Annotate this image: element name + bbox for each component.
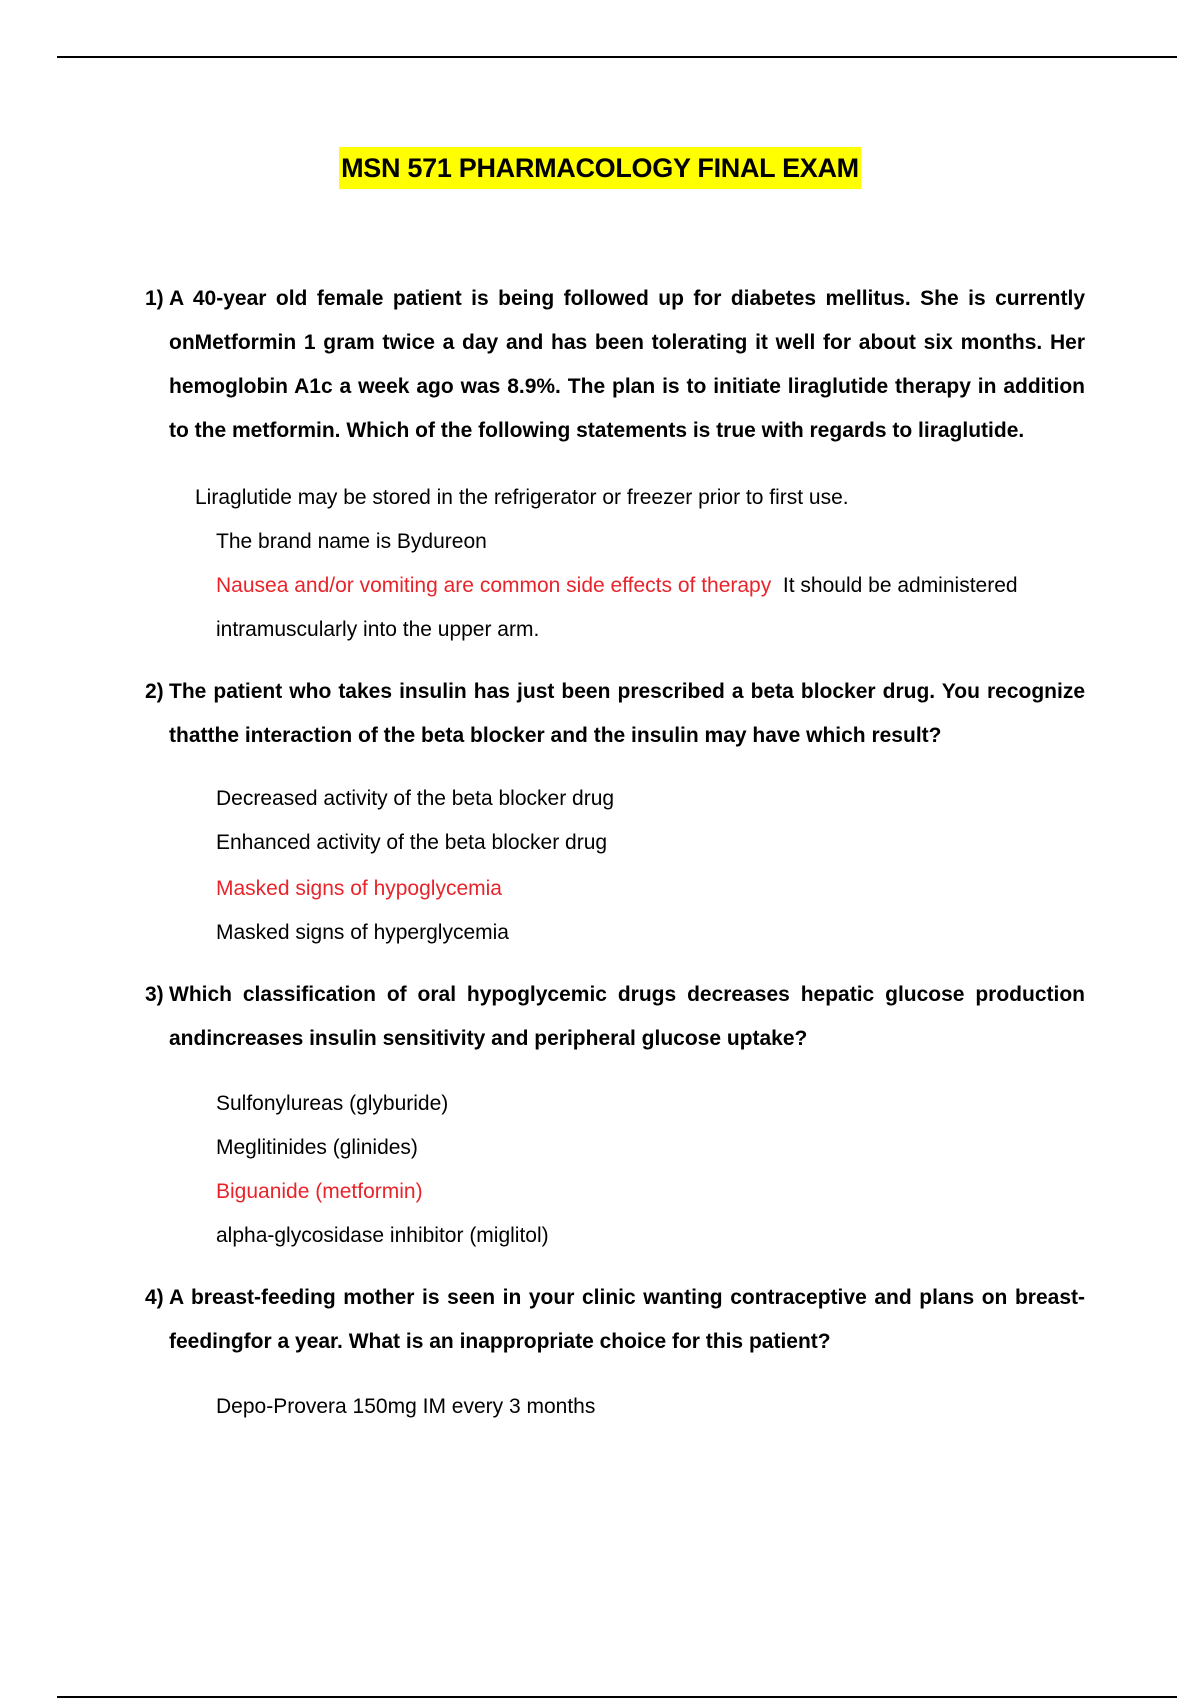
answer-option: alpha-glycosidase inhibitor (miglitol) — [216, 1224, 549, 1247]
question-number: 4) — [145, 1286, 164, 1309]
question-number: 3) — [145, 983, 164, 1006]
header-rule — [57, 56, 1177, 58]
answer-option: Masked signs of hyperglycemia — [216, 921, 509, 944]
answer-option: Meglitinides (glinides) — [216, 1136, 418, 1159]
answer-option: Depo-Provera 150mg IM every 3 months — [216, 1395, 596, 1418]
answer-option-correct: Biguanide (metformin) — [216, 1180, 423, 1203]
answer-option: Decreased activity of the beta blocker drug — [216, 787, 615, 810]
question-text: Which classification of oral hypoglycemic drugs decreases hepatic glucose production andincreases insulin sensitivity and peripheral glucose uptake? — [169, 983, 1085, 1050]
answer-option: Liraglutide may be stored in the refrigerator or freezer prior to first use. — [195, 486, 849, 509]
question-text: The patient who takes insulin has just been prescribed a beta blocker drug. You recognize thatthe interaction of the beta blocker and the insulin may have which result? — [169, 680, 1085, 747]
answer-option: It should be administered intramuscularly into the upper arm. — [216, 574, 1018, 641]
footer-rule — [57, 1696, 1177, 1698]
answer-option: Enhanced activity of the beta blocker drug — [216, 831, 608, 854]
document-title: MSN 571 PHARMACOLOGY FINAL EXAM — [339, 147, 861, 189]
question-text: A 40-year old female patient is being followed up for diabetes mellitus. She is currently onMetformin 1 gram twice a day and has been tolerating it well for about six months. Her hemoglobin A1c a week ago was 8.9%. The plan is to initiate liraglutide therapy in addition to the metformin. Which of the following statements is true with regards to liraglutide. — [169, 287, 1085, 442]
question-4 — [145, 1276, 1085, 1364]
question-1 — [145, 277, 1085, 453]
title-container — [0, 147, 1200, 189]
question-3 — [145, 973, 1085, 1061]
question-2 — [145, 670, 1085, 758]
question-text: A breast-feeding mother is seen in your clinic wanting contraceptive and plans on breast-feedingfor a year. What is an inappropriate choice for this patient? — [169, 1286, 1085, 1353]
answer-option: The brand name is Bydureon — [216, 530, 487, 553]
answer-option-correct: Nausea and/or vomiting are common side effects of therapy — [216, 574, 772, 597]
answer-option-correct: Masked signs of hypoglycemia — [216, 877, 502, 900]
answer-option: Sulfonylureas (glyburide) — [216, 1092, 449, 1115]
question-number: 2) — [145, 680, 164, 703]
answer-option-group — [216, 564, 1086, 652]
question-number: 1) — [145, 287, 164, 310]
